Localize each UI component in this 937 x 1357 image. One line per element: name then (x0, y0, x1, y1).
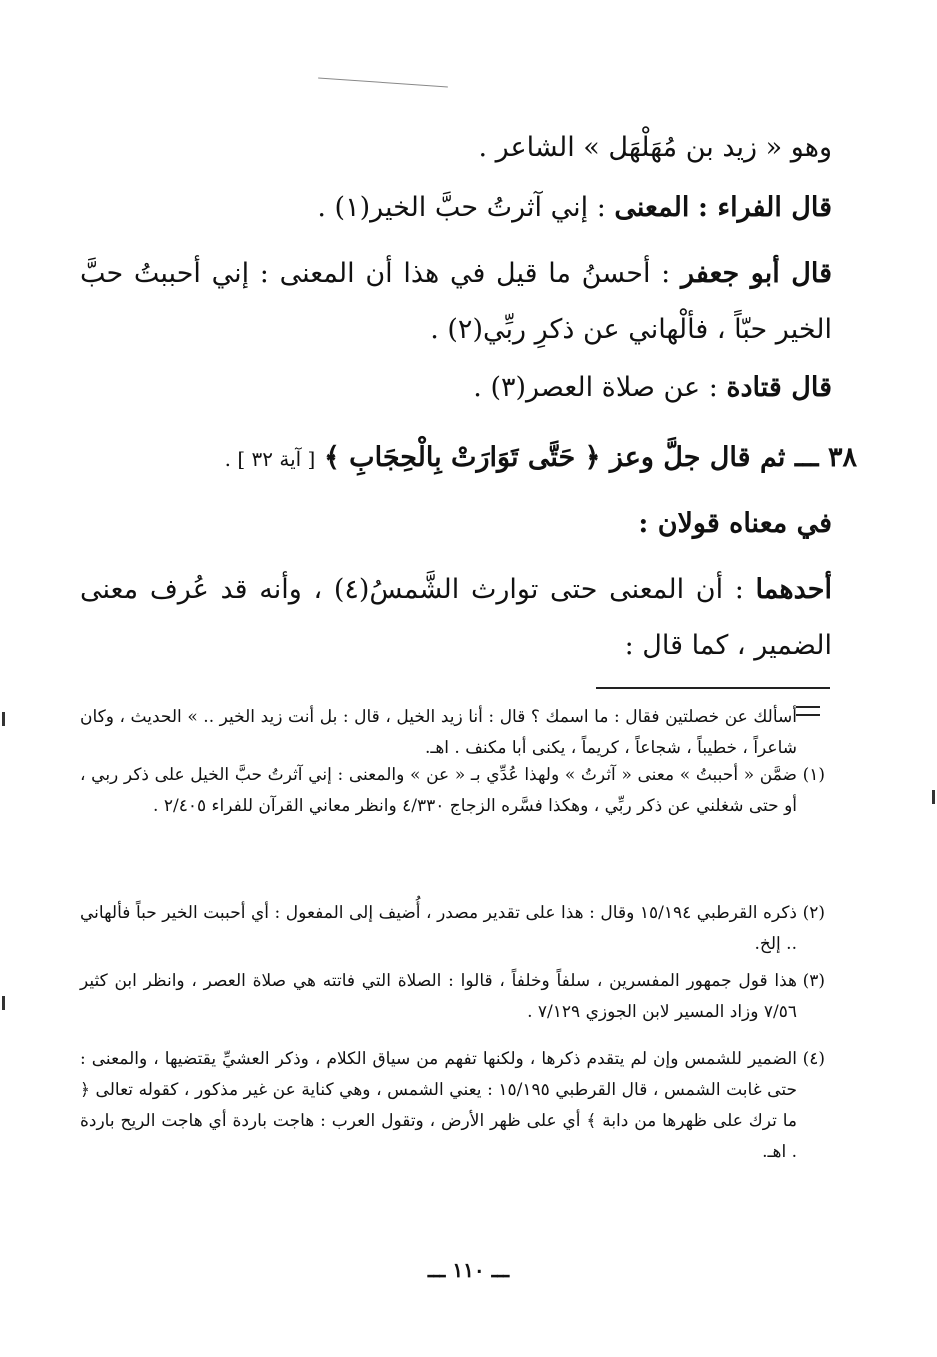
footnote-1-text: ضمَّن « أحببتُ » معنى « آثرتُ » ولهذا عُدِّي بـ « عن » والمعنى : إني آثرتُ حبَّ الخيل على ذكر ربي ، أو حتى شغلني عن ذكر ربِّي ، وهكذا فسَّره الزجاج ٤/٣٣٠ وانظر معاني القرآن للفراء ٢/٤٠٥ . (80, 765, 797, 816)
footnote-continuation-mark (796, 706, 820, 716)
main-para-7 (80, 562, 832, 674)
footnote-continuation (80, 702, 797, 764)
top-scan-line (318, 77, 448, 87)
footnote-3 (80, 966, 797, 1028)
verse-reference: [ آية ٣٢ ] . (224, 447, 316, 471)
footnote-3-number: (٣) (802, 971, 825, 991)
line-1-text: وهو « زيد بن مُهَلْهَل » الشاعر . (478, 132, 832, 163)
first-opinion-label: أحدهما (755, 574, 832, 605)
para-7-text: : أن المعنى حتى توارث الشَّمسُ(٤) ، وأنه قد عُرف معنى الضمير ، كما قال : (80, 574, 832, 661)
main-line-1 (478, 128, 832, 168)
footnote-2-text: ذكره القرطبي ١٥/١٩٤ وقال : هذا على تقدير مصدر ، أُضيف إلى المفعول : أي أحببت الخير حباً فألهاني .. إلخ. (80, 903, 797, 954)
para-3-text: : أحسنُ ما قيل في هذا أن المعنى : إني أحببتُ حبَّ الخير حبّاً ، فألْهاني عن ذكرِ ربِّي(٢) . (80, 258, 832, 345)
footnote-separator (596, 687, 830, 689)
footnote-4-text: الضمير للشمس وإن لم يتقدم ذكرها ، ولكنها تفهم من سياق الكلام ، وذكر العشيِّ يقتضيها ، والمعنى : حتى غابت الشمس ، قال القرطبي ١٥/١٩٥ : يعني الشمس ، وهي كناية عن غير مذكور ، كقوله تعالى ﴿ ما ترك على ظهرها من دابة ﴾ أي على ظهر الأرض ، وتقول العرب : هاجت باردة أي هاجت الريح باردة . اهـ. (80, 1049, 797, 1162)
margin-scan-mark (932, 790, 935, 804)
footnote-1 (80, 760, 797, 822)
speaker-farra: قال الفراء : (698, 192, 832, 223)
page-number: ـــ ١١٠ ـــ (427, 1258, 510, 1282)
main-line-2 (317, 188, 832, 228)
margin-scan-mark (2, 996, 5, 1010)
footnote-4-number: (٤) (802, 1049, 825, 1069)
footnote-continuation-text: أسألك عن خصلتين فقال : ما اسمك ؟ قال : أنا زيد الخيل ، قال : بل أنت زيد الخير .. » الحديث ، وكان شاعراً ، خطيباً ، شجاعاً ، كريماً ، يكنى أبا مكنف . اهـ. (80, 707, 797, 758)
line-2-text: : إني آثرتُ حبَّ الخير(١) . (317, 192, 606, 223)
main-line-6 (638, 504, 832, 544)
label-meaning: المعنى (614, 192, 690, 223)
main-line-5-verse-heading (225, 438, 857, 479)
main-line-4 (473, 368, 832, 408)
footnote-3-text: هذا قول جمهور المفسرين ، سلفاً وخلفاً ، قالوا : الصلاة التي فاتته هي صلاة العصر ، وانظر ابن كثير ٧/٥٦ وزاد المسير لابن الجوزي ٧/١٢٩ . (80, 971, 797, 1022)
speaker-qatada: قال قتادة (726, 372, 832, 403)
footnote-2 (80, 898, 797, 960)
verse-heading: ٣٨ ـــ ثم قال جلَّ وعز ﴿ حَتَّى تَوَارَتْ بِالْحِجَابِ ﴾ (323, 442, 857, 473)
two-opinions-heading: في معناه قولان : (638, 508, 832, 539)
speaker-abu-jafar: قال أبو جعفر (680, 258, 832, 289)
margin-scan-mark (2, 712, 5, 726)
line-4-text: : عن صلاة العصر(٣) . (473, 372, 718, 403)
footnote-2-number: (٢) (802, 903, 825, 923)
main-para-3 (80, 246, 832, 358)
footnote-1-number: (١) (802, 765, 825, 785)
footnote-4 (80, 1044, 797, 1168)
